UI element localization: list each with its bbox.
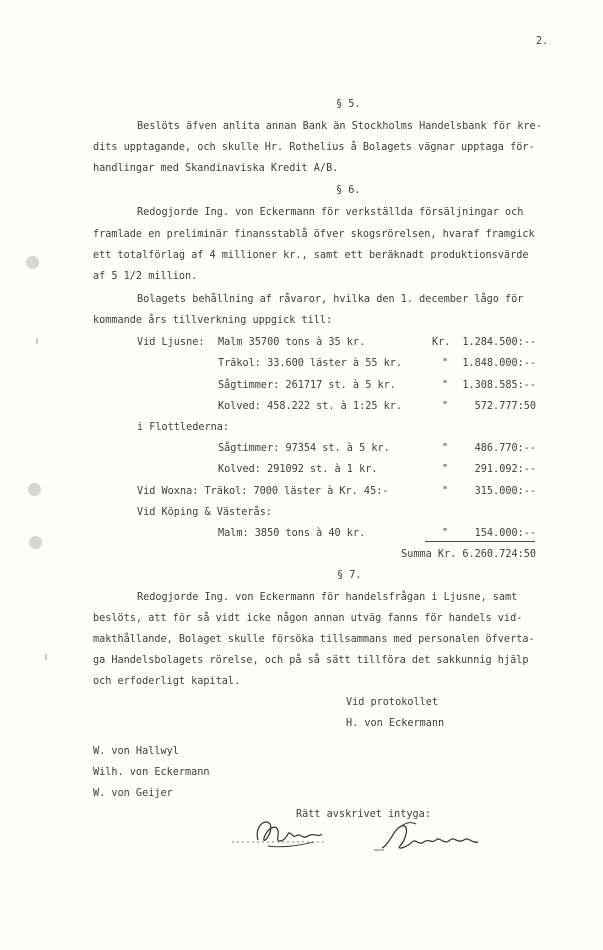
signatory: Wilh. von Eckermann <box>93 767 210 778</box>
signatory: W. von Hallwyl <box>93 746 179 757</box>
amount: 486.770:-- <box>474 443 536 454</box>
section-7-line: Redogjorde Ing. von Eckermann för handelsfrågan i Ljusne, samt <box>137 592 518 603</box>
handwritten-signature <box>228 812 358 854</box>
amount-prefix: " <box>442 358 449 369</box>
section-6-heading: § 6. <box>336 185 361 196</box>
amount: 1.848.000:-- <box>462 358 536 369</box>
section-5-line: dits upptagande, och skulle Hr. Rothelius å Bolagets vägnar upptaga för- <box>93 142 535 153</box>
amount: 1.308.585:-- <box>462 380 536 391</box>
amount: 291.092:-- <box>474 464 536 475</box>
stock-item: Kolved: 291092 st. à 1 kr. <box>218 464 378 475</box>
amount-prefix: " <box>442 528 449 539</box>
amount-prefix: Kr. <box>432 337 451 348</box>
amount-prefix: " <box>442 464 449 475</box>
section-5-line: Beslöts äfven anlita annan Bank än Stockholms Handelsbank för kre- <box>137 121 542 132</box>
handwritten-signature <box>372 818 492 858</box>
amount-prefix: " <box>442 401 449 412</box>
binder-hole <box>28 483 41 496</box>
section-6-line: af 5 1/2 million. <box>93 271 198 282</box>
amount: 315.000:-- <box>474 486 536 497</box>
section-7-line: beslöts, att för så vidt icke någon annan utväg fanns för handels vid- <box>93 613 523 624</box>
margin-mark <box>45 654 47 660</box>
amount: 154.000:-- <box>474 528 536 539</box>
flottleder-label: i Flottlederna: <box>137 422 230 433</box>
page-number: 2. <box>536 36 549 47</box>
ljusne-label: Vid Ljusne: <box>137 337 205 348</box>
binder-hole <box>29 536 42 549</box>
section-6-line: Redogjorde Ing. von Eckermann för verkställda försäljningar och <box>137 207 524 218</box>
section-6-line: ett totalförlag af 4 millioner kr., samt ett beräknadt produktionsvärde <box>93 250 529 261</box>
section-7-heading: § 7. <box>337 570 362 581</box>
amount: 572.777:50 <box>474 401 536 412</box>
section-7-line: och erfoderligt kapital. <box>93 676 241 687</box>
stock-item: Kolved: 458.222 st. à 1:25 kr. <box>218 401 403 412</box>
protocol-secretary: H. von Eckermann <box>346 718 445 729</box>
amount-prefix: " <box>442 380 449 391</box>
signatory: W. von Geijer <box>93 788 173 799</box>
stock-item: Malm: 3850 tons à 40 kr. <box>218 528 366 539</box>
amount: 1.284.500:-- <box>462 337 536 348</box>
protocol-label: Vid protokollet <box>346 697 439 708</box>
section-7-line: makthållande, Bolaget skulle försöka tillsammans med personalen öfverta- <box>93 634 535 645</box>
amount-prefix: " <box>442 443 449 454</box>
margin-mark <box>36 338 38 344</box>
koping-label: Vid Köping & Västerås: <box>137 507 272 518</box>
stock-intro-line: Bolagets behållning af råvaror, hvilka den 1. december lågo för <box>137 294 524 305</box>
amount-prefix: " <box>442 486 449 497</box>
section-6-line: framlade en preliminär finansstablå öfver skogsrörelsen, hvaraf framgick <box>93 229 535 240</box>
binder-hole <box>26 256 39 269</box>
section-5-line: handlingar med Skandinaviska Kredit A/B. <box>93 163 339 174</box>
section-7-line: ga Handelsbolagets rörelse, och på så sätt tillföra det sakkunnig hjälp <box>93 655 529 666</box>
sum-underline <box>425 541 535 542</box>
section-5-heading: § 5. <box>336 99 361 110</box>
stock-item: Träkol: 33.600 läster à 55 kr. <box>218 358 403 369</box>
attest-label: Rätt avskrivet intyga: <box>296 809 431 820</box>
total-sum: Summa Kr. 6.260.724:50 <box>401 549 536 560</box>
stock-item: Sågtimmer: 261717 st. à 5 kr. <box>218 380 396 391</box>
stock-intro-line: kommande års tillverkning uppgick till: <box>93 315 333 326</box>
stock-item: Vid Woxna: Träkol: 7000 läster à Kr. 45:- <box>137 486 389 497</box>
stock-item: Sågtimmer: 97354 st. à 5 kr. <box>218 443 390 454</box>
stock-item: Malm 35700 tons à 35 kr. <box>218 337 366 348</box>
